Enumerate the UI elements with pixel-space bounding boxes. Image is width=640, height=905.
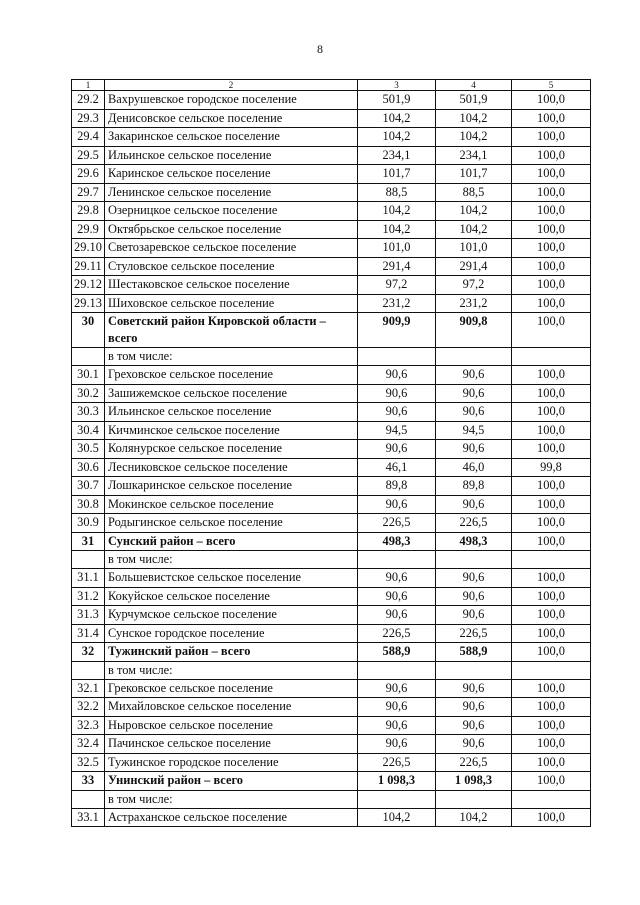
row-number-cell: 29.3	[72, 109, 105, 128]
column-4-value-cell: 588,9	[436, 643, 512, 662]
column-4-value-cell: 501,9	[436, 91, 512, 110]
table-row	[72, 91, 591, 110]
settlement-name-cell: Октябрьское сельское поселение	[105, 220, 358, 239]
column-5-percent-cell: 100,0	[512, 183, 591, 202]
row-number-cell: 31.2	[72, 587, 105, 606]
row-number-cell: 32.2	[72, 698, 105, 717]
settlement-name-cell: Шестаковское сельское поселение	[105, 276, 358, 295]
column-5-percent-cell: 100,0	[512, 753, 591, 772]
row-number-cell: 30.2	[72, 384, 105, 403]
column-4-value-cell: 104,2	[436, 109, 512, 128]
table-row	[72, 366, 591, 385]
column-3-value-cell: 90,6	[358, 698, 436, 717]
column-4-value-cell: 88,5	[436, 183, 512, 202]
column-4-value-cell: 90,6	[436, 679, 512, 698]
settlement-name-cell: Унинский район – всего	[105, 772, 358, 791]
table-row	[72, 239, 591, 258]
column-5-percent-cell	[512, 661, 591, 679]
settlement-name-cell: в том числе:	[105, 790, 358, 808]
row-number-cell: 32.3	[72, 716, 105, 735]
settlement-name-cell: Ленинское сельское поселение	[105, 183, 358, 202]
column-5-percent-cell: 100,0	[512, 239, 591, 258]
column-4-value-cell: 104,2	[436, 202, 512, 221]
table-row	[72, 569, 591, 588]
row-number-cell: 29.2	[72, 91, 105, 110]
column-3-value-cell: 90,6	[358, 679, 436, 698]
column-4-value-cell: 90,6	[436, 384, 512, 403]
column-3-value-cell: 104,2	[358, 808, 436, 827]
column-3-value-cell: 94,5	[358, 421, 436, 440]
table-row	[72, 165, 591, 184]
column-number-row	[72, 80, 591, 91]
column-3-value-cell: 226,5	[358, 514, 436, 533]
column-4-value-cell	[436, 551, 512, 569]
column-5-percent-cell: 99,8	[512, 458, 591, 477]
column-3-value-cell: 90,6	[358, 569, 436, 588]
column-4-value-cell: 90,6	[436, 366, 512, 385]
settlement-name-cell: Тужинское городское поселение	[105, 753, 358, 772]
column-4-value-cell: 90,6	[436, 716, 512, 735]
settlement-name-cell: Каринское сельское поселение	[105, 165, 358, 184]
column-4-value-cell: 90,6	[436, 569, 512, 588]
column-3-value-cell: 97,2	[358, 276, 436, 295]
column-5-percent-cell: 100,0	[512, 606, 591, 625]
column-5-percent-cell: 100,0	[512, 384, 591, 403]
row-number-cell: 33.1	[72, 808, 105, 827]
column-4-value-cell: 104,2	[436, 220, 512, 239]
column-3-value-cell	[358, 661, 436, 679]
settlement-name-cell: в том числе:	[105, 661, 358, 679]
column-number-3: 3	[358, 80, 436, 91]
column-3-value-cell	[358, 551, 436, 569]
column-3-value-cell: 104,2	[358, 202, 436, 221]
column-5-percent-cell: 100,0	[512, 808, 591, 827]
row-number-cell: 30.8	[72, 495, 105, 514]
row-number-cell	[72, 551, 105, 569]
settlement-name-cell: Ныровское сельское поселение	[105, 716, 358, 735]
subheading-row	[72, 661, 591, 679]
row-number-cell: 29.11	[72, 257, 105, 276]
column-3-value-cell: 46,1	[358, 458, 436, 477]
row-number-cell: 33	[72, 772, 105, 791]
table-row	[72, 128, 591, 147]
row-number-cell: 30	[72, 313, 105, 348]
row-number-cell: 30.3	[72, 403, 105, 422]
table-row	[72, 183, 591, 202]
row-number-cell: 29.6	[72, 165, 105, 184]
settlement-name-cell: Шиховское сельское поселение	[105, 294, 358, 313]
column-4-value-cell: 90,6	[436, 495, 512, 514]
row-number-cell: 29.5	[72, 146, 105, 165]
column-4-value-cell: 90,6	[436, 735, 512, 754]
budget-table	[71, 79, 591, 827]
column-3-value-cell: 90,6	[358, 606, 436, 625]
settlement-name-cell: Сунское городское поселение	[105, 624, 358, 643]
row-number-cell: 29.4	[72, 128, 105, 147]
column-5-percent-cell: 100,0	[512, 532, 591, 551]
settlement-name-cell: Большевистское сельское поселение	[105, 569, 358, 588]
table-row	[72, 514, 591, 533]
settlement-name-cell: Ильинское сельское поселение	[105, 146, 358, 165]
column-3-value-cell: 231,2	[358, 294, 436, 313]
row-number-cell: 30.4	[72, 421, 105, 440]
column-3-value-cell	[358, 790, 436, 808]
settlement-name-cell: Родыгинское сельское поселение	[105, 514, 358, 533]
table-row	[72, 146, 591, 165]
column-4-value-cell: 291,4	[436, 257, 512, 276]
row-number-cell: 29.9	[72, 220, 105, 239]
settlement-name-cell: Кокуйское сельское поселение	[105, 587, 358, 606]
settlement-name-cell: Колянурское сельское поселение	[105, 440, 358, 459]
table-row	[72, 109, 591, 128]
column-4-value-cell	[436, 348, 512, 366]
column-3-value-cell	[358, 348, 436, 366]
column-3-value-cell: 90,6	[358, 384, 436, 403]
table-row	[72, 403, 591, 422]
column-4-value-cell: 89,8	[436, 477, 512, 496]
row-number-cell: 30.5	[72, 440, 105, 459]
column-5-percent-cell: 100,0	[512, 698, 591, 717]
column-4-value-cell	[436, 661, 512, 679]
settlement-name-cell: Пачинское сельское поселение	[105, 735, 358, 754]
column-number-1: 1	[72, 80, 105, 91]
settlement-name-cell: Светозаревское сельское поселение	[105, 239, 358, 258]
row-number-cell: 29.8	[72, 202, 105, 221]
column-5-percent-cell: 100,0	[512, 294, 591, 313]
table-row	[72, 458, 591, 477]
table-row	[72, 440, 591, 459]
table-row	[72, 698, 591, 717]
row-number-cell: 32.1	[72, 679, 105, 698]
column-5-percent-cell: 100,0	[512, 403, 591, 422]
table-row	[72, 384, 591, 403]
column-5-percent-cell: 100,0	[512, 587, 591, 606]
settlement-name-cell: Астраханское сельское поселение	[105, 808, 358, 827]
row-number-cell: 32.5	[72, 753, 105, 772]
column-4-value-cell: 94,5	[436, 421, 512, 440]
column-5-percent-cell: 100,0	[512, 220, 591, 239]
column-4-value-cell: 101,7	[436, 165, 512, 184]
table-row	[72, 202, 591, 221]
column-5-percent-cell: 100,0	[512, 495, 591, 514]
column-3-value-cell: 89,8	[358, 477, 436, 496]
column-3-value-cell: 101,7	[358, 165, 436, 184]
column-4-value-cell: 97,2	[436, 276, 512, 295]
column-5-percent-cell: 100,0	[512, 514, 591, 533]
column-4-value-cell: 90,6	[436, 606, 512, 625]
column-5-percent-cell: 100,0	[512, 202, 591, 221]
column-5-percent-cell: 100,0	[512, 146, 591, 165]
subheading-row	[72, 348, 591, 366]
settlement-name-cell: Тужинский район – всего	[105, 643, 358, 662]
settlement-name-cell: Греховское сельское поселение	[105, 366, 358, 385]
table-row	[72, 679, 591, 698]
column-4-value-cell	[436, 790, 512, 808]
column-4-value-cell: 498,3	[436, 532, 512, 551]
column-3-value-cell: 226,5	[358, 624, 436, 643]
row-number-cell	[72, 348, 105, 366]
column-number-5: 5	[512, 80, 591, 91]
column-4-value-cell: 226,5	[436, 514, 512, 533]
table-row	[72, 808, 591, 827]
table-row	[72, 753, 591, 772]
column-3-value-cell: 104,2	[358, 220, 436, 239]
column-4-value-cell: 226,5	[436, 753, 512, 772]
column-3-value-cell: 226,5	[358, 753, 436, 772]
column-5-percent-cell: 100,0	[512, 569, 591, 588]
column-4-value-cell: 90,6	[436, 587, 512, 606]
settlement-name-cell: Михайловское сельское поселение	[105, 698, 358, 717]
district-total-row	[72, 772, 591, 791]
column-5-percent-cell: 100,0	[512, 128, 591, 147]
column-5-percent-cell: 100,0	[512, 91, 591, 110]
column-4-value-cell: 234,1	[436, 146, 512, 165]
district-total-row	[72, 643, 591, 662]
column-3-value-cell: 909,9	[358, 313, 436, 348]
column-5-percent-cell: 100,0	[512, 109, 591, 128]
settlement-name-cell: Кичминское сельское поселение	[105, 421, 358, 440]
column-4-value-cell: 104,2	[436, 808, 512, 827]
column-5-percent-cell: 100,0	[512, 643, 591, 662]
settlement-name-cell: Сунский район – всего	[105, 532, 358, 551]
column-5-percent-cell: 100,0	[512, 716, 591, 735]
column-5-percent-cell	[512, 551, 591, 569]
district-total-row	[72, 532, 591, 551]
column-5-percent-cell: 100,0	[512, 477, 591, 496]
column-3-value-cell: 498,3	[358, 532, 436, 551]
column-3-value-cell: 88,5	[358, 183, 436, 202]
row-number-cell: 29.12	[72, 276, 105, 295]
column-5-percent-cell: 100,0	[512, 276, 591, 295]
column-3-value-cell: 90,6	[358, 587, 436, 606]
settlement-name-cell: Лесниковское сельское поселение	[105, 458, 358, 477]
column-4-value-cell: 909,8	[436, 313, 512, 348]
table-row	[72, 606, 591, 625]
column-3-value-cell: 588,9	[358, 643, 436, 662]
row-number-cell: 29.7	[72, 183, 105, 202]
column-3-value-cell: 90,6	[358, 716, 436, 735]
column-5-percent-cell: 100,0	[512, 165, 591, 184]
row-number-cell: 29.10	[72, 239, 105, 258]
column-4-value-cell: 1 098,3	[436, 772, 512, 791]
column-3-value-cell: 90,6	[358, 440, 436, 459]
settlement-name-cell: Зашижемское сельское поселение	[105, 384, 358, 403]
column-3-value-cell: 90,6	[358, 495, 436, 514]
settlement-name-cell: Стуловское сельское поселение	[105, 257, 358, 276]
column-3-value-cell: 104,2	[358, 109, 436, 128]
table-row	[72, 495, 591, 514]
column-4-value-cell: 46,0	[436, 458, 512, 477]
settlement-name-cell: Лошкаринское сельское поселение	[105, 477, 358, 496]
column-5-percent-cell	[512, 348, 591, 366]
settlement-name-cell: Вахрушевское городское поселение	[105, 91, 358, 110]
column-3-value-cell: 101,0	[358, 239, 436, 258]
settlement-name-cell: в том числе:	[105, 348, 358, 366]
table-row	[72, 294, 591, 313]
column-4-value-cell: 104,2	[436, 128, 512, 147]
column-3-value-cell: 501,9	[358, 91, 436, 110]
district-total-row	[72, 313, 591, 348]
settlement-name-cell: Курчумское сельское поселение	[105, 606, 358, 625]
column-3-value-cell: 234,1	[358, 146, 436, 165]
column-number-2: 2	[105, 80, 358, 91]
table-row	[72, 276, 591, 295]
table-row	[72, 421, 591, 440]
column-3-value-cell: 291,4	[358, 257, 436, 276]
settlement-name-cell: Грековское сельское поселение	[105, 679, 358, 698]
table-row	[72, 477, 591, 496]
column-4-value-cell: 90,6	[436, 440, 512, 459]
row-number-cell: 32	[72, 643, 105, 662]
table-row	[72, 716, 591, 735]
table-row	[72, 587, 591, 606]
column-5-percent-cell	[512, 790, 591, 808]
row-number-cell: 30.1	[72, 366, 105, 385]
column-5-percent-cell: 100,0	[512, 257, 591, 276]
settlement-name-cell: Ильинское сельское поселение	[105, 403, 358, 422]
column-5-percent-cell: 100,0	[512, 366, 591, 385]
column-4-value-cell: 231,2	[436, 294, 512, 313]
row-number-cell: 29.13	[72, 294, 105, 313]
subheading-row	[72, 551, 591, 569]
column-5-percent-cell: 100,0	[512, 772, 591, 791]
column-4-value-cell: 90,6	[436, 698, 512, 717]
subheading-row	[72, 790, 591, 808]
row-number-cell: 31.3	[72, 606, 105, 625]
table-row	[72, 220, 591, 239]
column-5-percent-cell: 100,0	[512, 624, 591, 643]
column-3-value-cell: 90,6	[358, 366, 436, 385]
row-number-cell: 30.7	[72, 477, 105, 496]
table-row	[72, 624, 591, 643]
row-number-cell: 31.1	[72, 569, 105, 588]
row-number-cell	[72, 790, 105, 808]
column-3-value-cell: 90,6	[358, 735, 436, 754]
row-number-cell: 31	[72, 532, 105, 551]
column-3-value-cell: 1 098,3	[358, 772, 436, 791]
column-4-value-cell: 101,0	[436, 239, 512, 258]
row-number-cell: 32.4	[72, 735, 105, 754]
column-5-percent-cell: 100,0	[512, 440, 591, 459]
column-5-percent-cell: 100,0	[512, 313, 591, 348]
settlement-name-cell: Закаринское сельское поселение	[105, 128, 358, 147]
settlement-name-cell: Озерницкое сельское поселение	[105, 202, 358, 221]
settlement-name-cell: Мокинское сельское поселение	[105, 495, 358, 514]
column-5-percent-cell: 100,0	[512, 679, 591, 698]
settlement-name-cell: Советский район Кировской области – всего	[105, 313, 358, 348]
settlement-name-cell: Денисовское сельское поселение	[105, 109, 358, 128]
row-number-cell: 30.9	[72, 514, 105, 533]
column-number-4: 4	[436, 80, 512, 91]
row-number-cell	[72, 661, 105, 679]
page-number: 8	[317, 42, 323, 56]
column-5-percent-cell: 100,0	[512, 421, 591, 440]
row-number-cell: 30.6	[72, 458, 105, 477]
column-4-value-cell: 226,5	[436, 624, 512, 643]
table-row	[72, 257, 591, 276]
column-4-value-cell: 90,6	[436, 403, 512, 422]
settlement-name-cell: в том числе:	[105, 551, 358, 569]
column-3-value-cell: 90,6	[358, 403, 436, 422]
column-5-percent-cell: 100,0	[512, 735, 591, 754]
row-number-cell: 31.4	[72, 624, 105, 643]
table-row	[72, 735, 591, 754]
column-3-value-cell: 104,2	[358, 128, 436, 147]
